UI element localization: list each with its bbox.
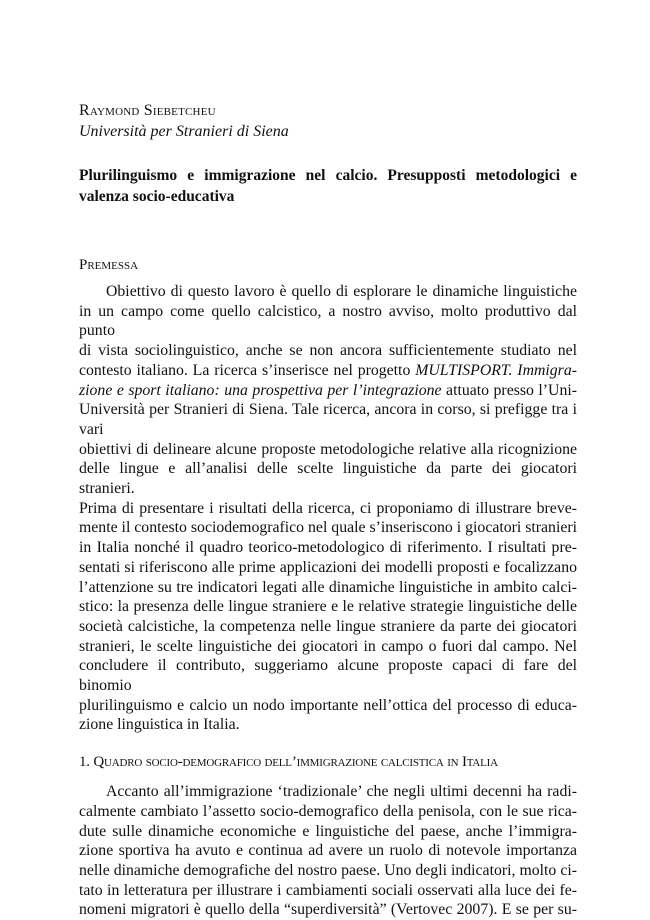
text-span: attuato presso l’Uni- <box>441 381 577 399</box>
text-line: calmente cambiato l’assetto socio-demografico della penisola, con le sue rica- <box>79 802 577 820</box>
text-line: tato in letteratura per illustrare i cambiamenti sociali osservati alla luce dei fe- <box>79 881 577 899</box>
text-line: in Italia nonché il quadro teorico-metodologico di riferimento. I risultati pre- <box>79 539 577 557</box>
text-line <box>79 361 577 381</box>
project-name-italic: zione e sport italiano: una prospettiva per l’integrazione <box>79 381 442 399</box>
text-line: mente il contesto sociodemografico nel quale s’inseriscono i giocatori stranieri <box>79 519 577 537</box>
document-page <box>79 100 577 920</box>
text-line: stico: la presenza delle lingue straniere e le relative strategie linguistiche delle <box>79 598 577 616</box>
author-name: Raymond Siebetcheu <box>79 102 216 119</box>
text-line: Università per Stranieri di Siena. Tale ricerca, ancora in corso, si prefigge tra i vari <box>79 401 577 438</box>
premessa-paragraph <box>79 282 577 735</box>
text-line: nomeni migratori è quello della “superdiversità” (Vertovec 2007). E se per su- <box>79 901 577 919</box>
text-line: società calcistiche, la competenza nelle lingue straniere da parte dei giocatori <box>79 617 577 635</box>
text-line: stranieri, le scelte linguistiche dei giocatori in campo o fuori dal campo. Nel <box>79 637 577 655</box>
text-span: contesto italiano. La ricerca s’inserisce nel progetto <box>79 361 416 379</box>
text-line: Obiettivo di questo lavoro è quello di esplorare le dinamiche linguistiche <box>106 283 577 300</box>
section-heading-premessa: Premessa <box>79 257 139 273</box>
text-line: zione sportiva ha avuto e continua ad avere un ruolo di notevole importanza <box>79 842 577 860</box>
section1-paragraph <box>79 782 577 920</box>
text-line: plurilinguismo e calcio un nodo importante nell’ottica del processo di educa- <box>79 696 577 714</box>
text-line: obiettivi di delineare alcune proposte metodologiche relative alla ricognizione <box>79 440 577 458</box>
section-heading-1: 1. Quadro socio-demografico dell’immigrazione calcistica in Italia <box>79 754 498 771</box>
text-line: Accanto all’immigrazione ‘tradizionale’ che negli ultimi decenni ha radi- <box>106 783 577 801</box>
text-line: Prima di presentare i risultati della ricerca, ci proponiamo di illustrare breve- <box>79 499 577 517</box>
text-line: dute sulle dinamiche economiche e linguistiche del paese, anche l’immigra- <box>79 822 577 840</box>
text-line: di vista sociolinguistico, anche se non ancora sufficientemente studiato nel <box>79 342 577 360</box>
text-line: in un campo come quello calcistico, a nostro avviso, molto produttivo dal punto <box>79 302 577 340</box>
text-line: concludere il contributo, suggeriamo alcune proposte capaci di fare del binomio <box>79 657 577 695</box>
project-name-italic: MULTISPORT. Immigra- <box>415 361 577 379</box>
text-line: zione linguistica in Italia. <box>79 716 240 734</box>
author-affiliation: Università per Stranieri di Siena <box>79 123 289 140</box>
text-line: sentati si riferiscono alle prime applicazioni dei modelli proposti e focalizzano <box>79 558 577 576</box>
text-line: nelle dinamiche demografiche del nostro paese. Uno degli indicatori, molto ci- <box>79 861 577 879</box>
text-line <box>79 381 577 401</box>
paper-title: Plurilinguismo e immigrazione nel calcio. Presupposti metodologici e valenza socio-educativa <box>79 167 577 205</box>
text-line: delle lingue e all’analisi delle scelte linguistiche da parte dei giocatori stranieri. <box>79 460 577 498</box>
text-line: l’attenzione su tre indicatori legati alle dinamiche linguistiche in ambito calci- <box>79 578 577 596</box>
